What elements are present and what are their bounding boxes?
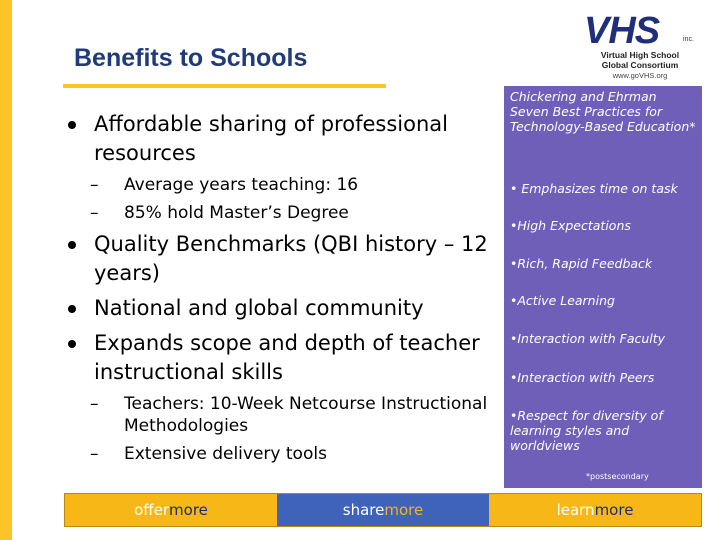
panel-item: •Active Learning xyxy=(510,293,615,308)
sub-bullet-item: – Extensive delivery tools xyxy=(64,443,494,465)
logo-letters: VHS xyxy=(584,10,660,52)
panel-item: •Rich, Rapid Feedback xyxy=(510,256,653,271)
title-underline xyxy=(63,84,386,88)
logo-line-3: www.goVHS.org xyxy=(612,71,668,80)
footer-more-word: more xyxy=(169,501,208,519)
bullet-item: Affordable sharing of professional resources xyxy=(64,110,494,168)
logo-line-2: Global Consortium xyxy=(601,60,679,70)
bullet-list xyxy=(64,110,494,471)
sub-bullet-item: – Average years teaching: 16 xyxy=(64,174,494,196)
vhs-logo xyxy=(580,10,700,86)
slide-title: Benefits to Schools xyxy=(74,44,308,72)
footer-band xyxy=(64,493,702,527)
footer-word: share xyxy=(342,501,385,519)
panel-footnote: *postsecondary xyxy=(586,472,649,481)
panel-item: •High Expectations xyxy=(510,218,631,233)
logo-inc: inc. xyxy=(683,36,694,43)
footer-offer-more xyxy=(65,494,277,526)
footer-word: learn xyxy=(556,501,595,519)
bullet-item: Expands scope and depth of teacher instructional skills xyxy=(64,329,494,387)
best-practices-panel xyxy=(504,86,702,488)
bullet-item: Quality Benchmarks (QBI history – 12 years) xyxy=(64,230,494,288)
footer-word: offer xyxy=(134,501,170,519)
panel-item: • Emphasizes time on task xyxy=(510,181,678,196)
panel-item: •Respect for diversity of learning styles and worldviews xyxy=(510,408,663,453)
panel-item: •Interaction with Peers xyxy=(510,370,655,385)
decorative-frame-left xyxy=(0,0,12,540)
bullet-item: National and global community xyxy=(64,294,494,323)
logo-line-1: Virtual High School xyxy=(600,50,680,60)
title-background xyxy=(12,0,252,86)
panel-item: •Interaction with Faculty xyxy=(510,331,666,346)
sub-bullet-item: – 85% hold Master’s Degree xyxy=(64,202,494,224)
panel-heading: Chickering and Ehrman Seven Best Practices for Technology-Based Education* xyxy=(510,89,696,134)
sub-bullet-item: – Teachers: 10-Week Netcourse Instructional Methodologies xyxy=(64,393,494,437)
footer-share-more xyxy=(277,494,489,526)
footer-more-word: more xyxy=(384,501,424,519)
footer-learn-more xyxy=(489,494,701,526)
footer-more-word: more xyxy=(594,501,634,519)
